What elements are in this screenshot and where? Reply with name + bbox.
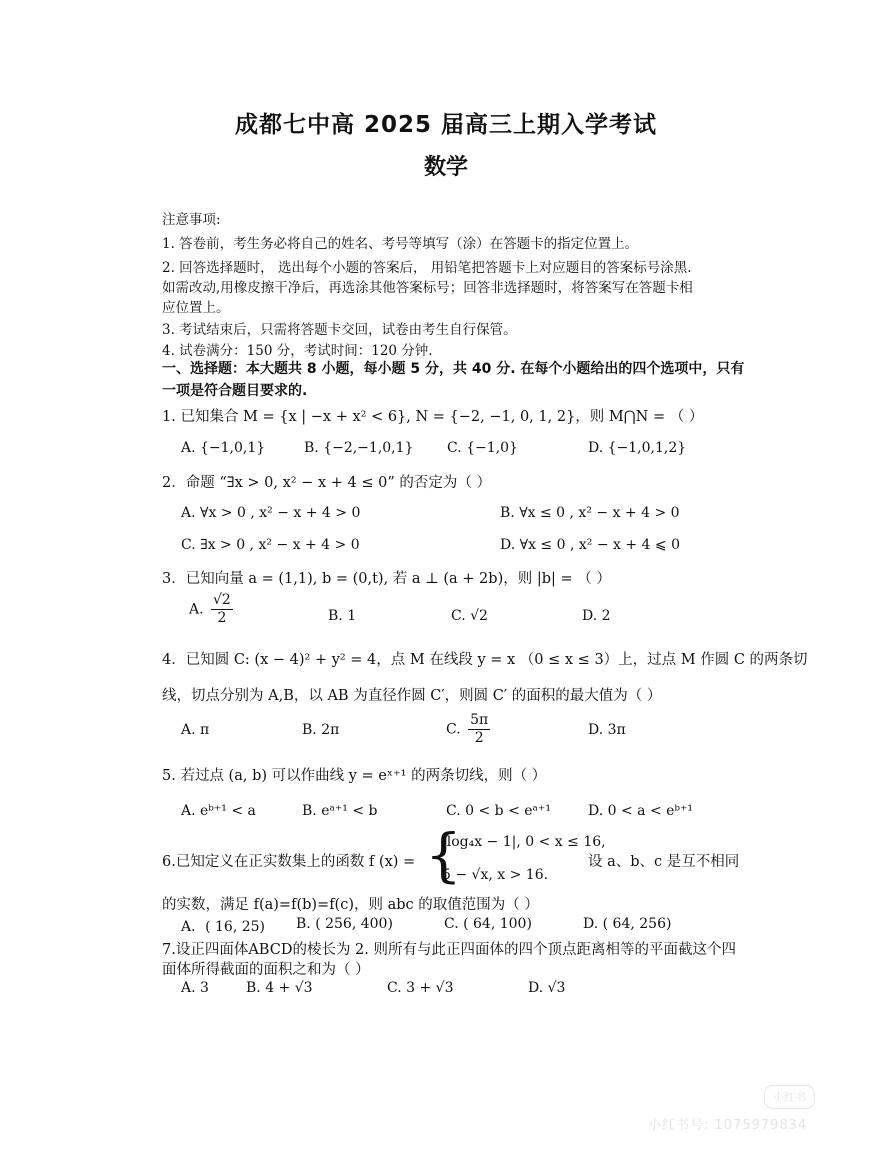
question-2-option-b: B. ∀x ≤ 0 , x² − x + 4 > 0 (500, 505, 680, 521)
option-label: C. (446, 721, 461, 738)
watermark-id: 小红书号: 1075979834 (648, 1118, 808, 1133)
question-6-stem: 设 a、b、c 是互不相同 (588, 854, 740, 870)
question-2-stem: 2．命题 “∃x > 0, x² − x + 4 ≤ 0” 的否定为（ ） (162, 475, 491, 491)
question-6-stem: 6.已知定义在正实数集上的函数 f (x) = (162, 854, 416, 870)
question-1-option-c: C. {−1,0} (447, 440, 518, 456)
question-6-stem: 的实数，满足 f(a)=f(b)=f(c)，则 abc 的取值范围为（ ） (162, 897, 539, 913)
question-6-option-c: C. ( 64, 100) (444, 916, 532, 932)
question-6-option-b: B. ( 256, 400) (296, 916, 393, 932)
exam-subject: 数学 (423, 155, 468, 180)
question-1-option-b: B. {−2,−1,0,1} (304, 440, 414, 456)
notice-item: 应位置上。 (162, 300, 230, 316)
question-7-option-d: D. √3 (528, 980, 566, 996)
section-heading: 一项是符合题目要求的. (162, 383, 308, 399)
piecewise-case-1: |log₄x − 1|, 0 < x ≤ 16, (442, 834, 606, 850)
question-1-stem: 1. 已知集合 M = {x | −x + x² < 6}, N = {−2, −1, 0, 1, 2}，则 M⋂N = （ ） (162, 409, 704, 425)
piecewise-brace: { (425, 821, 462, 889)
question-4-option-a: A. π (181, 722, 210, 738)
question-4-stem: 线，切点分别为 A,B，以 AB 为直径作圆 C′，则圆 C′ 的面积的最大值为（ ） (162, 688, 662, 704)
fraction-denominator: 2 (474, 730, 484, 746)
question-3-option-c: C. √2 (451, 608, 488, 624)
question-7-option-c: C. 3 + √3 (387, 980, 454, 996)
question-3-option-a (189, 592, 236, 627)
question-3-option-d: D. 2 (582, 608, 611, 624)
question-7-stem: 面体所得截面的面积之和为（ ） (162, 962, 370, 978)
question-4-option-c (446, 712, 493, 747)
section-heading: 一、选择题：本大题共 8 小题，每小题 5 分，共 40 分. 在每个小题给出的四个选项中，只有 (162, 361, 745, 377)
fraction-numerator: √2 (213, 592, 231, 608)
piecewise-case-2: 5 − √x, x > 16. (442, 867, 549, 883)
fraction (211, 592, 233, 627)
notice-item: 3. 考试结束后，只需将答题卡交回，试卷由考生自行保管。 (162, 322, 517, 338)
question-4-stem: 4．已知圆 C: (x − 4)² + y² = 4，点 M 在线段 y = x （0 ≤ x ≤ 3）上，过点 M 作圆 C 的两条切 (162, 652, 808, 668)
question-4-option-d: D. 3π (588, 722, 626, 738)
fraction (468, 712, 490, 747)
question-4-option-b: B. 2π (302, 722, 340, 738)
question-1-option-d: D. {−1,0,1,2} (588, 440, 687, 456)
question-5-option-b: B. eᵃ⁺¹ < b (302, 803, 378, 819)
question-2-option-d: D. ∀x ≤ 0 , x² − x + 4 ⩽ 0 (500, 537, 680, 553)
notice-item: 1. 答卷前，考生务必将自己的姓名、考号等填写（涂）在答题卡的指定位置上。 (162, 236, 639, 252)
notice-item: 如需改动,用橡皮擦干净后，再选涂其他答案标号；回答非选择题时，将答案写在答题卡相 (162, 280, 693, 296)
notice-item: 2. 回答选择题时， 选出每个小题的答案后， 用铅笔把答题卡上对应题目的答案标号涂黑. (162, 260, 692, 276)
notice-item: 4. 试卷满分：150 分，考试时间：120 分钟. (162, 343, 433, 359)
question-1-option-a: A. {−1,0,1} (181, 440, 266, 456)
question-2-option-a: A. ∀x > 0 , x² − x + 4 > 0 (181, 505, 361, 521)
question-5-option-c: C. 0 < b < eᵃ⁺¹ (446, 803, 551, 819)
fraction-numerator: 5π (470, 712, 489, 728)
question-3-option-b: B. 1 (328, 608, 357, 624)
exam-title: 成都七中高 2025 届高三上期入学考试 (234, 112, 658, 138)
question-7-option-b: B. 4 + √3 (246, 980, 313, 996)
question-7-option-a: A. 3 (181, 980, 209, 996)
question-3-stem: 3．已知向量 a = (1,1), b = (0,t), 若 a ⊥ (a + 2b)，则 |b| = （ ） (162, 571, 611, 587)
question-5-option-a: A. eᵇ⁺¹ < a (181, 803, 256, 819)
option-label: A. (189, 601, 204, 618)
question-5-option-d: D. 0 < a < eᵇ⁺¹ (588, 803, 694, 819)
question-6-option-d: D. ( 64, 256) (583, 916, 672, 932)
fraction-denominator: 2 (217, 610, 227, 626)
question-5-stem: 5. 若过点 (a, b) 可以作曲线 y = eˣ⁺¹ 的两条切线，则（ ） (162, 768, 547, 784)
question-7-stem: 7.设正四面体ABCD的棱长为 2. 则所有与此正四面体的四个顶点距离相等的平面截这个四 (162, 942, 737, 958)
notice-heading: 注意事项: (162, 212, 221, 228)
watermark-logo: 小红书 (764, 1085, 815, 1109)
question-2-option-c: C. ∃x > 0 , x² − x + 4 > 0 (181, 537, 360, 553)
question-6-option-a: A．( 16, 25) (181, 919, 266, 935)
